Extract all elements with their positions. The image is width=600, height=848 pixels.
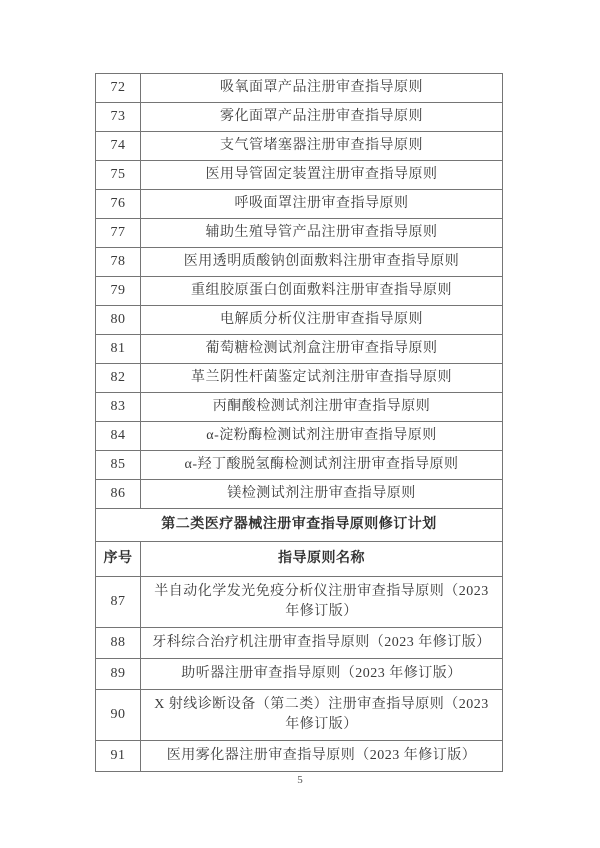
guidance-name-cell: 辅助生殖导管产品注册审查指导原则: [141, 219, 503, 248]
guidance-name-cell: 革兰阴性杆菌鉴定试剂注册审查指导原则: [141, 364, 503, 393]
row-number-cell: 85: [96, 451, 141, 480]
guidance-name-cell: 支气管堵塞器注册审查指导原则: [141, 132, 503, 161]
row-number-cell: 81: [96, 335, 141, 364]
row-number-cell: 89: [96, 659, 141, 690]
guidance-name-cell: X 射线诊断设备（第二类）注册审查指导原则（2023 年修订版）: [141, 690, 503, 741]
table-row: [96, 306, 503, 335]
row-number-cell: 76: [96, 190, 141, 219]
guidance-name-cell: 助听器注册审查指导原则（2023 年修订版）: [141, 659, 503, 690]
guidance-name-cell: 医用雾化器注册审查指导原则（2023 年修订版）: [141, 741, 503, 772]
table-row: [96, 190, 503, 219]
row-number-cell: 87: [96, 577, 141, 628]
row-number-cell: 75: [96, 161, 141, 190]
guidance-name-cell: 医用透明质酸钠创面敷料注册审查指导原则: [141, 248, 503, 277]
row-number-cell: 84: [96, 422, 141, 451]
guidance-name-cell: 吸氧面罩产品注册审查指导原则: [141, 74, 503, 103]
table-row: [96, 219, 503, 248]
row-number-cell: 90: [96, 690, 141, 741]
guidance-name-cell: 丙酮酸检测试剂注册审查指导原则: [141, 393, 503, 422]
guidance-table-body: [96, 74, 503, 772]
row-number-cell: 80: [96, 306, 141, 335]
table-row: [96, 335, 503, 364]
guidance-name-cell: 牙科综合治疗机注册审查指导原则（2023 年修订版）: [141, 628, 503, 659]
table-row: [96, 542, 503, 577]
guidance-name-cell: 呼吸面罩注册审查指导原则: [141, 190, 503, 219]
table-row: [96, 690, 503, 741]
guidance-principles-table: [95, 73, 503, 772]
guidance-name-cell: 葡萄糖检测试剂盒注册审查指导原则: [141, 335, 503, 364]
table-row: [96, 103, 503, 132]
table-row: [96, 161, 503, 190]
row-number-cell: 91: [96, 741, 141, 772]
row-number-cell: 86: [96, 480, 141, 509]
guidance-name-cell: 重组胶原蛋白创面敷料注册审查指导原则: [141, 277, 503, 306]
section-title-cell: 第二类医疗器械注册审查指导原则修订计划: [96, 509, 503, 542]
table-row: [96, 451, 503, 480]
column-header-no: 序号: [96, 542, 141, 577]
guidance-name-cell: 电解质分析仪注册审查指导原则: [141, 306, 503, 335]
guidance-name-cell: 雾化面罩产品注册审查指导原则: [141, 103, 503, 132]
row-number-cell: 79: [96, 277, 141, 306]
table-row: [96, 248, 503, 277]
guidance-name-cell: α-羟丁酸脱氢酶检测试剂注册审查指导原则: [141, 451, 503, 480]
row-number-cell: 83: [96, 393, 141, 422]
row-number-cell: 77: [96, 219, 141, 248]
table-row: [96, 277, 503, 306]
guidance-name-cell: 医用导管固定装置注册审查指导原则: [141, 161, 503, 190]
row-number-cell: 82: [96, 364, 141, 393]
table-row: [96, 741, 503, 772]
row-number-cell: 74: [96, 132, 141, 161]
table-row: [96, 132, 503, 161]
table-row: [96, 659, 503, 690]
table-row: [96, 577, 503, 628]
guidance-name-cell: α-淀粉酶检测试剂注册审查指导原则: [141, 422, 503, 451]
column-header-name: 指导原则名称: [141, 542, 503, 577]
table-row: [96, 509, 503, 542]
table-row: [96, 364, 503, 393]
guidance-name-cell: 镁检测试剂注册审查指导原则: [141, 480, 503, 509]
guidance-name-cell: 半自动化学发光免疫分析仪注册审查指导原则（2023 年修订版）: [141, 577, 503, 628]
row-number-cell: 88: [96, 628, 141, 659]
table-row: [96, 422, 503, 451]
table-row: [96, 74, 503, 103]
table-row: [96, 628, 503, 659]
row-number-cell: 73: [96, 103, 141, 132]
table-row: [96, 480, 503, 509]
table-row: [96, 393, 503, 422]
page-number: 5: [297, 774, 303, 786]
row-number-cell: 72: [96, 74, 141, 103]
row-number-cell: 78: [96, 248, 141, 277]
